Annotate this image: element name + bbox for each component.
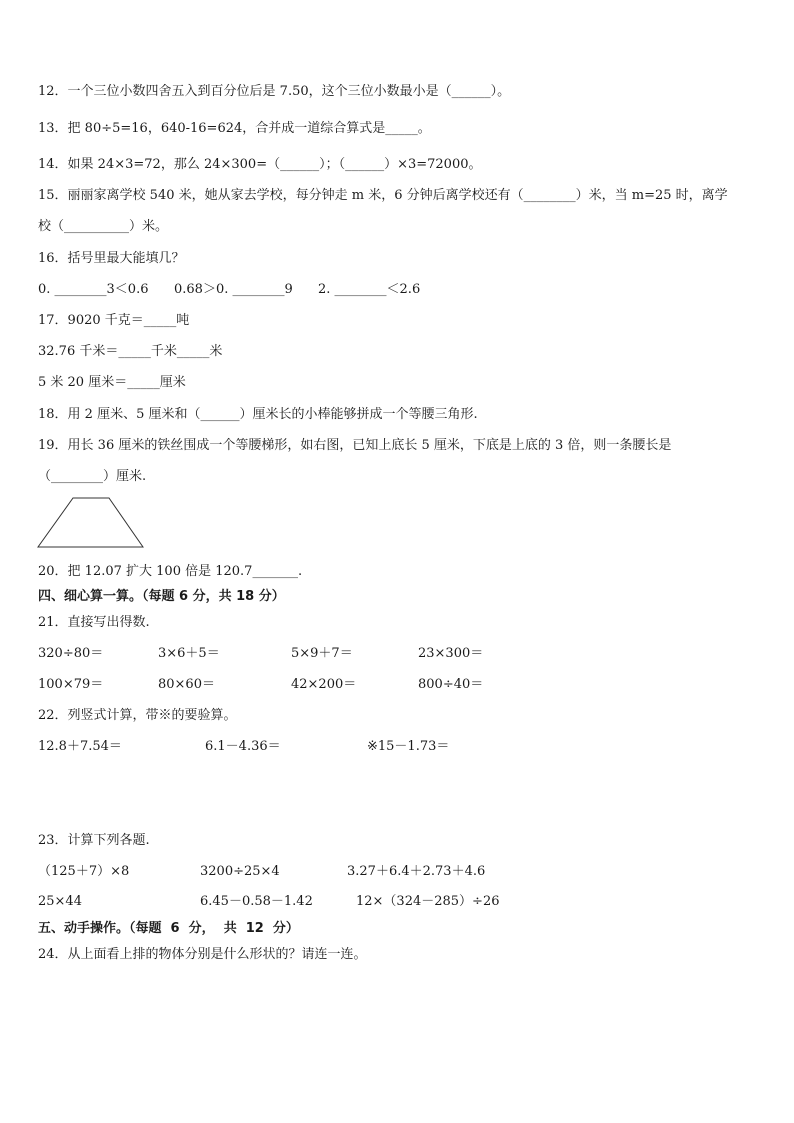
q23-item: 3.27＋6.4＋2.73＋4.6 bbox=[347, 864, 486, 879]
q21-item: 42×200＝ bbox=[291, 677, 357, 692]
q21-item: 3×6＋5＝ bbox=[158, 646, 220, 661]
q23-item: （125＋7）×8 bbox=[38, 864, 130, 879]
q21-item: 320÷80＝ bbox=[38, 646, 104, 661]
question-21: 21．直接写出得数. bbox=[38, 615, 150, 630]
question-16-item-3: 2. ________＜2.6 bbox=[318, 282, 421, 297]
q22-item: ※15－1.73＝ bbox=[367, 739, 450, 754]
question-22: 22．列竖式计算，带※的要验算。 bbox=[38, 708, 237, 723]
q22-item: 6.1－4.36＝ bbox=[205, 739, 281, 754]
question-15-line-2: 校（__________）米。 bbox=[38, 219, 169, 234]
q21-item: 5×9＋7＝ bbox=[291, 646, 353, 661]
question-19-line-2: （________）厘米. bbox=[38, 469, 147, 484]
q21-item: 23×300＝ bbox=[418, 646, 484, 661]
question-20: 20．把 12.07 扩大 100 倍是 120.7_______. bbox=[38, 564, 303, 579]
q23-item: 3200÷25×4 bbox=[200, 864, 280, 879]
question-16-item-2: 0.68＞0. ________9 bbox=[174, 282, 293, 297]
section-5-heading: 五、动手操作。（每题 6 分， 共 12 分） bbox=[38, 921, 299, 936]
question-15-line-1: 15．丽丽家离学校 540 米，她从家去学校，每分钟走 m 米，6 分钟后离学校还有（________）米，当 m=25 时，离学 bbox=[38, 188, 728, 203]
section-4-heading: 四、细心算一算。（每题 6 分，共 18 分） bbox=[38, 589, 285, 604]
question-24: 24．从上面看上排的物体分别是什么形状的？请连一连。 bbox=[38, 947, 367, 962]
q23-item: 25×44 bbox=[38, 894, 82, 909]
q21-item: 80×60＝ bbox=[158, 677, 215, 692]
question-23: 23．计算下列各题. bbox=[38, 833, 150, 848]
q23-item: 12×（324－285）÷26 bbox=[356, 894, 500, 909]
question-13: 13．把 80÷5=16，640-16=624，合并成一道综合算式是_____。 bbox=[38, 121, 431, 136]
question-17: 17．9020 千克＝_____吨 bbox=[38, 313, 190, 328]
q21-item: 800÷40＝ bbox=[418, 677, 484, 692]
q21-item: 100×79＝ bbox=[38, 677, 104, 692]
question-19-line-1: 19．用长 36 厘米的铁丝围成一个等腰梯形，如右图，已知上底长 5 厘米，下底是上底的 3 倍，则一条腰长是 bbox=[38, 438, 672, 453]
q22-item: 12.8＋7.54＝ bbox=[38, 739, 122, 754]
question-14: 14．如果 24×3=72，那么 24×300=（______）；（______）×3=72000。 bbox=[38, 157, 482, 172]
question-17-part-3: 5 米 20 厘米＝_____厘米 bbox=[38, 375, 186, 390]
question-12: 12．一个三位小数四舍五入到百分位后是 7.50，这个三位小数最小是（______）。 bbox=[38, 84, 511, 99]
question-17-part-2: 32.76 千米＝_____千米_____米 bbox=[38, 344, 223, 359]
q23-item: 6.45－0.58－1.42 bbox=[200, 894, 313, 909]
trapezoid-figure-icon bbox=[36, 494, 146, 550]
question-18: 18．用 2 厘米、5 厘米和（______）厘米长的小棒能够拼成一个等腰三角形. bbox=[38, 407, 478, 422]
question-16: 16．括号里最大能填几？ bbox=[38, 251, 185, 266]
question-16-item-1: 0. ________3＜0.6 bbox=[38, 282, 149, 297]
